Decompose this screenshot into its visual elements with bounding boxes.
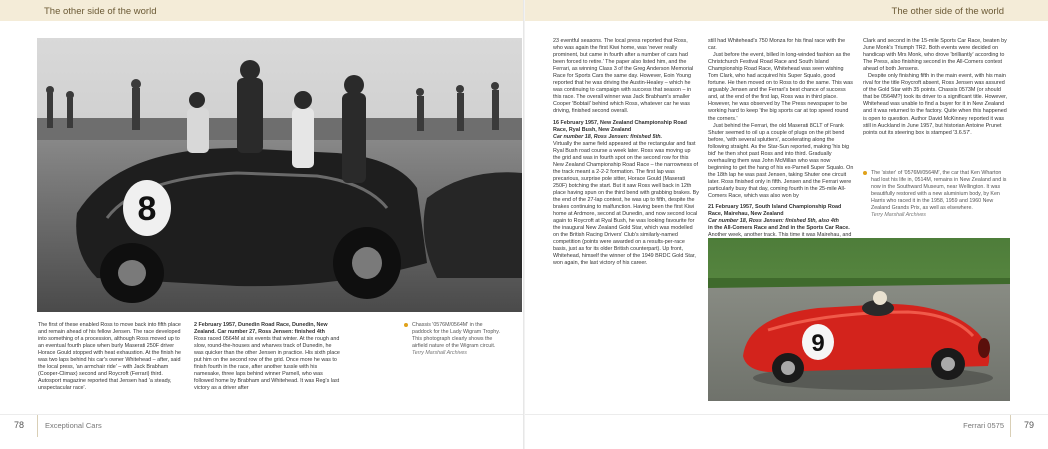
page-gutter — [523, 0, 525, 449]
race-result-mairehau-2: in the All-Comers Race and 2nd in the Sports Car Race. — [708, 225, 850, 232]
paddock-photo-image — [37, 38, 522, 312]
race-result-mairehau-1: Car number 18, Ross Jensen: finished 5th, also 4th — [708, 218, 839, 225]
column-4-paragraph-3: Just behind the Ferrari, the old Maserati 8CLT of Frank Shuter seemed to oil up a couple of plugs on the pit bend before, 'with several splutters', accelerating along the following straight. As the Star-Sun reported, making 'his big bid' he then shot past Ross and into third. Gradually overhauling them was John McMillan who was now beginning to get the hang of his ex-Parnell Super Squalo. On the 18th lap he was past Jensen, taking Shuter one circuit later. Ross finished only in fifth. Jensen and the Ferrari were particularly busy that day, coming fourth in the 25-mile All-Comers Race, which was also won by — [708, 122, 854, 200]
caption-left-credit: Terry Marshall Archives — [412, 350, 467, 356]
caption-right-credit: Terry Marshall Archives — [871, 212, 926, 218]
red-ferrari-photo-image — [708, 238, 1010, 401]
svg-text:9: 9 — [811, 330, 825, 357]
red-ferrari-photo — [708, 238, 1010, 401]
column-1 — [38, 322, 184, 392]
column-5-paragraph-2: Despite only finishing fifth in the main event, with his main rival for the title Roycroft absent, Ross Jensen was assured of the Gold Star with 35 points. Chassis 0573M (or should that be 0564M?) took its driver to a significant title. However, Whitehead was unable to find a buyer for it in New Zealand and it was returned to the factory. Quite when this happened is open to question. Author David McKinney reported it was still in Auckland in June 1957, but historian Antoine Prunet points out its steering box is stamped '3.6.57'. — [863, 73, 1008, 136]
left-header-band — [0, 0, 523, 21]
left-running-title: The other side of the world — [44, 6, 157, 17]
column-5 — [863, 38, 1009, 137]
column-5-paragraph-1: Clark and second in the 15-mile Sports Car Race, beaten by June Monk's Triumph TR2. Both events were decided on handicap with Mrs Monk, who drove 'brilliantly' according to The Press, also finishing second in the All-Comers contest ahead of both Jensens. — [863, 38, 1007, 73]
column-3-paragraph-1: 23 eventful seasons. The local press reported that Ross, who was again the first Kiwi home, was 'never really prominent, but came in fourth after a number of cars had been forced to retire.' The paper also listed him, and the Ferrari, as winning Class 3 of the Greg Anderson Memorial Race for Sports Cars the same day. However, Eoin Young reported that he was driving the Austin-Healey – which he was continuing to campaign with success that season – in this race. The overall winner was Jack Brabham's smaller Cooper 'Bobtail' behind which Ross, whatever car he was driving, finished second overall. — [553, 38, 694, 115]
column-4 — [708, 38, 854, 268]
right-page-number: 79 — [1023, 420, 1034, 430]
column-3 — [553, 38, 699, 268]
left-page-number: 78 — [14, 420, 25, 430]
caption-left — [412, 322, 500, 357]
race-heading-mairehau: 21 February 1957, South Island Championship Road Race, Mairehau, New Zealand — [708, 204, 842, 218]
race-heading-dunedin: 2 February 1957, Dunedin Road Race, Dunedin, New Zealand. Car number 27, Ross Jensen: finished 4th — [194, 322, 328, 336]
caption-bullet-icon — [863, 171, 867, 175]
right-header-band — [525, 0, 1048, 21]
paddock-photo — [37, 38, 522, 312]
right-footer — [525, 414, 1048, 436]
caption-right-text: The 'sister' of '0576M/0564M', the car that Ken Wharton had lost his life in, 0514M, remains in New Zealand and is now in the Southward Museum, near Wellington. It was beautifully restored with a new aluminium body, by Ken Harris who raced it in the 1958, 1959 and 1960 New Zealand Grands Prix, as well as elsewhere. — [871, 170, 1007, 211]
column-4-paragraph-4: Another week, another track. This time it was Mairehau, and — [708, 232, 852, 239]
race-result-ryal-bush: Car number 18, Ross Jensen: finished 5th. — [553, 133, 663, 140]
left-footer-divider — [37, 415, 38, 437]
column-2 — [194, 322, 340, 392]
column-1-paragraph: The first of these enabled Ross to move back into fifth place and remain ahead of his fellow Jensen. The race developed into something of a procession, although Ross moved up to an eventual fourth place when burly Maserati 250F driver Horace Gould stopped with heat exhaustion. At the finish he was two laps behind his car's owner Whitehead – after, said the local press, 'an armchair ride' – with Jack Brabham (Cooper-Climax) second and Roycroft (Ferrari) third. Autosport magazine reported that Jensen had 'a steady, unspectacular race'. — [38, 322, 181, 392]
svg-text:8: 8 — [137, 190, 157, 228]
right-footer-divider — [1010, 415, 1011, 437]
right-chapter-title: Ferrari 0575 — [963, 421, 1004, 430]
column-4-paragraph-1: still had Whitehead's 750 Monza for his final race with the car. — [708, 38, 846, 52]
column-3-paragraph-2: Virtually the same field appeared at the rectangular and fast Ryal Bush road course a week later. Ross was moving up the grid and was in fourth spot on the second row for this New Zealand Championship Road Race – the narrowness of the track meant a 2-2-2 formation. The first lap was precarious, surprise pole sitter, Horace Gould (Maserati 250F) botching the start. But it saw Ross well back in 12th place having spun on the third bend with grabbing brakes. By the end of the 27-lap contest, he was up to fifth, despite the brakes continuing to malfunction. Having been the first Kiwi home at Ardmore, second at Dunedin, and now second local again to Roycroft at Ryal Bush, he was looking favourite for the inaugural New Zealand Gold Star, which was modelled on the British Racing Drivers' Club's similarly-named competition (points were awarded on a results-per-race basis, just as for its older British counterpart). Up front, Whitehead, himself the winner of the 1949 BRDC Gold Star, won again, the last victory of his career. — [553, 140, 699, 267]
right-running-title: The other side of the world — [891, 6, 1004, 17]
caption-right — [871, 170, 1009, 219]
left-book-title: Exceptional Cars — [45, 421, 102, 430]
column-4-paragraph-2: Just before the event, billed in long-winded fashion as the Christchurch Festival Road Race and South Island Championship Road Race, Whitehead was seen wishing Tom Clark, who had acquired his Super Squalo, good fortune. He then moved on to Ross to do the same. This was arguably Jensen and the Ferrari's best chance of success and, at the end of the first lap, Ross was in third place. However, he was observed by The Press newspaper to be working hard to keep 'the big sports car at top speed round the corners.' — [708, 52, 853, 122]
column-2-paragraph: Ross raced 0564M at six events that winter. At the rough and slow, round-the-houses and wharves track of Dunedin, he was quicker than the other Jensen in practice. His sixth place put him on the second row of the grid. Once more he was to finish fourth in the race, after another tussle with his namesake, three laps behind winner Parnell, who was followed home by Brabham and Whitehead. It was Reg's last victory as a driver after — [194, 336, 340, 392]
race-heading-ryal-bush: 16 February 1957, New Zealand Championship Road Race, Ryal Bush, New Zealand — [553, 119, 687, 133]
caption-bullet-icon — [404, 323, 408, 327]
left-footer — [0, 414, 523, 436]
caption-left-text: Chassis '0576M/0564M' in the paddock for the Lady Wigram Trophy. This photograph clearly shows the airfield nature of the Wigram circuit. — [412, 322, 500, 349]
